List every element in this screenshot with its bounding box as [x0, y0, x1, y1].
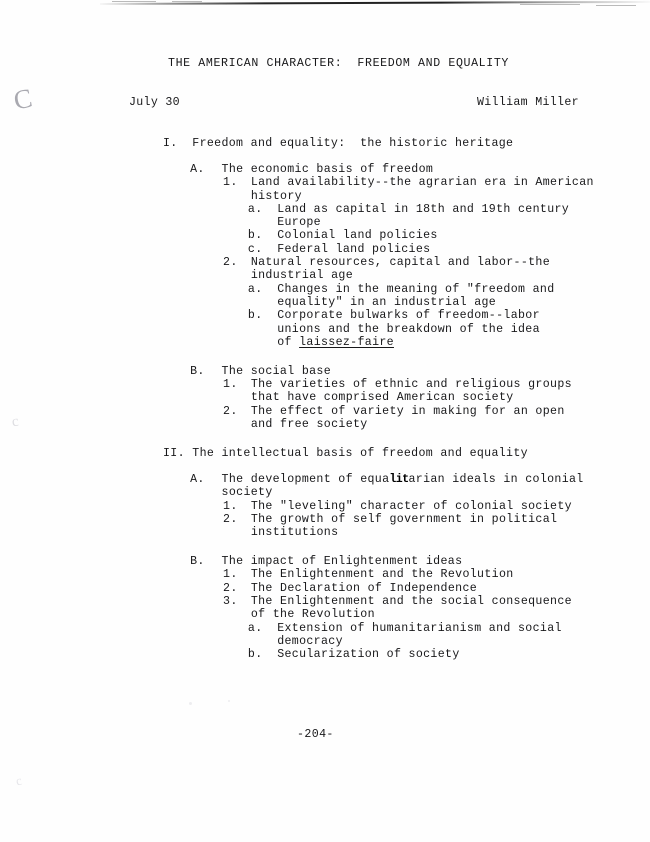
outline-text-line: The development of equalitarian ideals in colonial	[221, 472, 584, 486]
outline-text-line: The Declaration of Independence	[250, 581, 478, 595]
outline-text-line: democracy	[277, 634, 343, 648]
outline-text-line: history	[250, 189, 302, 203]
document-author: William Miller	[477, 96, 579, 109]
outline-marker: B.	[190, 364, 205, 378]
outline-marker: b.	[247, 309, 263, 323]
outline-text-line: Natural resources, capital and labor--the	[250, 256, 551, 270]
outline-text-line: The Enlightenment and the Revolution	[250, 568, 514, 582]
outline-text-line: of the Revolution	[250, 608, 375, 622]
outline-text-line: The growth of self government in political	[250, 512, 558, 526]
outline-text-line: The varieties of ethnic and religious groups	[250, 378, 572, 392]
margin-annotation-mark: C	[11, 82, 35, 116]
page-number: -204-	[297, 728, 334, 741]
outline-text-line: Colonial land policies	[277, 229, 438, 243]
outline-marker: 3.	[223, 595, 238, 609]
outline-text-line: The intellectual basis of freedom and equality	[192, 447, 528, 461]
underlined-term: laissez-faire	[299, 335, 394, 349]
outline-text-line: The economic basis of freedom	[221, 162, 434, 176]
outline-text-line: of laissez-faire	[277, 335, 394, 349]
outline-marker: II.	[163, 447, 185, 461]
outline-marker: b.	[247, 648, 263, 662]
outline-marker: 1.	[223, 176, 238, 190]
outline-text-line: The effect of variety in making for an open	[250, 404, 565, 418]
outline-marker: b.	[247, 229, 263, 243]
outline-marker: a.	[247, 202, 263, 216]
outline-text-line: Land as capital in 18th and 19th century	[277, 202, 570, 216]
margin-annotation-mark: c	[10, 413, 20, 431]
outline-marker: 2.	[223, 256, 238, 270]
outline-text-line: society	[221, 486, 273, 500]
overstruck-characters: lit	[389, 472, 409, 486]
outline-text-line: and free society	[250, 418, 368, 432]
outline-text-line: Land availability--the agrarian era in American	[250, 176, 594, 190]
outline-marker: 2.	[223, 512, 238, 526]
outline-text-line: The "leveling" character of colonial society	[250, 499, 572, 513]
outline-marker: a.	[247, 621, 263, 635]
outline-text-line: unions and the breakdown of the idea	[277, 322, 540, 336]
outline-marker: 1.	[223, 499, 238, 513]
outline-text-line: industrial age	[250, 269, 353, 283]
outline-text-line: Extension of humanitarianism and social	[277, 621, 562, 635]
outline-marker: 2.	[223, 404, 238, 418]
outline-text-line: Freedom and equality: the historic heritage	[192, 137, 514, 150]
outline-marker: A.	[190, 162, 205, 176]
outline-marker: 2.	[223, 581, 238, 595]
document-title: THE AMERICAN CHARACTER: FREEDOM AND EQUALITY	[168, 57, 509, 70]
outline-marker: 1.	[223, 378, 238, 392]
outline-text-line: The impact of Enlightenment ideas	[221, 555, 463, 569]
outline-text-line: institutions	[250, 526, 339, 540]
outline-text-line: Europe	[277, 216, 321, 230]
outline-marker: B.	[190, 555, 205, 569]
outline-marker: I.	[163, 137, 178, 150]
outline-text-line: equality" in an industrial age	[277, 295, 497, 309]
outline-text-line: Changes in the meaning of "freedom and	[277, 282, 555, 296]
outline-marker: A.	[190, 472, 205, 486]
outline-marker: c.	[247, 242, 263, 256]
document-date: July 30	[129, 96, 180, 109]
outline-marker: 1.	[223, 568, 238, 582]
outline-text-line: Secularization of society	[277, 648, 460, 662]
outline-text-line: The Enlightenment and the social consequence	[250, 595, 572, 609]
outline-marker: a.	[247, 282, 263, 296]
outline-text-line: Federal land policies	[277, 242, 431, 256]
margin-annotation-mark: c	[14, 772, 24, 789]
outline-text-line: that have comprised American society	[250, 391, 514, 405]
outline-text-line: The social base	[221, 364, 332, 378]
outline-text-line: Corporate bulwarks of freedom--labor	[277, 309, 540, 323]
